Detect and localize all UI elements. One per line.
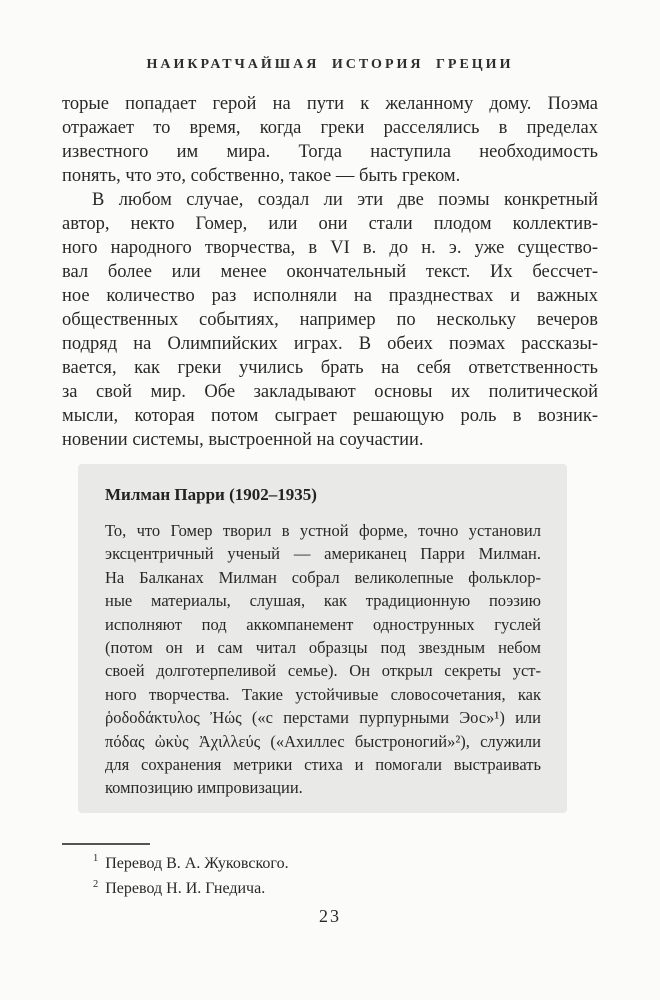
text-line: эксцентричный ученый — американец Парри Милман. [105, 544, 541, 564]
text-line: мысли, которая потом сыграет решающую роль в возник- [62, 406, 598, 426]
paragraph [62, 92, 598, 188]
infobox-body [105, 519, 541, 800]
text-line: ное количество раз исполняли на празднествах и важных [62, 286, 598, 306]
text-line: подряд на Олимпийских играх. В обеих поэмах рассказы- [62, 334, 598, 354]
text-line: понять, что это, собственно, такое — быть греком. [62, 166, 461, 186]
text-line: известного им мира. Тогда наступила необходимость [62, 142, 598, 162]
text-line: На Балканах Милман собрал великолепные фольклор- [105, 567, 541, 587]
footnote-text: Перевод В. А. Жуковского. [105, 854, 289, 872]
text-line: новении системы, выстроенной на соучастии. [62, 430, 424, 450]
running-header: НАИКРАТЧАЙШАЯ ИСТОРИЯ ГРЕЦИИ [146, 57, 514, 72]
text-line: торые попадает герой на пути к желанному дому. Поэма [62, 94, 598, 114]
text-line: для сохранения метрики стиха и помогали выстраивать [105, 755, 541, 775]
text-line: отражает то время, когда греки расселялись в пределах [62, 118, 598, 138]
footnote-list [62, 851, 598, 902]
footnote-text: Перевод Н. И. Гнедича. [105, 880, 266, 897]
text-line: πόδας ὠκὺς Ἀχιλλεύς («Ахиллес быстроногий»²), служили [105, 731, 541, 751]
footnote-marker: 1 [93, 853, 99, 865]
infobox-milman-parry [78, 464, 567, 813]
text-line: своей долготерпеливой семье). Он открыл секреты уст- [105, 661, 541, 681]
infobox-title: Милман Парри (1902–1935) [105, 485, 317, 504]
footnotes-section [62, 843, 598, 902]
text-line: вается, как греки учились брать на себя ответственность [62, 358, 598, 378]
text-line: автор, некто Гомер, или они стали плодом коллектив- [62, 214, 598, 234]
page-number: 23 [319, 906, 341, 926]
footnote-marker: 2 [93, 878, 99, 890]
paragraph [62, 188, 598, 452]
text-line: общественных событиях, например по нескольку вечеров [62, 310, 598, 330]
text-line: вал более или менее окончательный текст. Их бессчет- [62, 262, 598, 282]
text-line: за свой мир. Обе закладывают основы их политической [62, 382, 598, 402]
text-line: ῥοδοδάκτυλος Ἠώς («с перстами пурпурными Эос»¹) или [105, 708, 541, 728]
text-line: ного народного творчества, в VI в. до н. э. уже существо- [62, 238, 598, 258]
text-line: То, что Гомер творил в устной форме, точно установил [105, 521, 541, 540]
text-line: ного творчества. Такие устойчивые словосочетания, как [105, 684, 541, 704]
text-line: исполняют под аккомпанемент однострунных гуслей [105, 614, 541, 634]
footnote-item [62, 851, 598, 877]
text-line: (потом он и сам читал образцы под звездным небом [105, 638, 541, 658]
footnote-rule [62, 843, 150, 845]
text-line: композицию импровизации. [105, 778, 303, 798]
body-text [62, 92, 598, 452]
text-line: ные материалы, слушая, как традиционную поэзию [105, 591, 541, 611]
text-line: В любом случае, создал ли эти две поэмы конкретный [92, 190, 598, 210]
footnote-item [62, 876, 598, 902]
